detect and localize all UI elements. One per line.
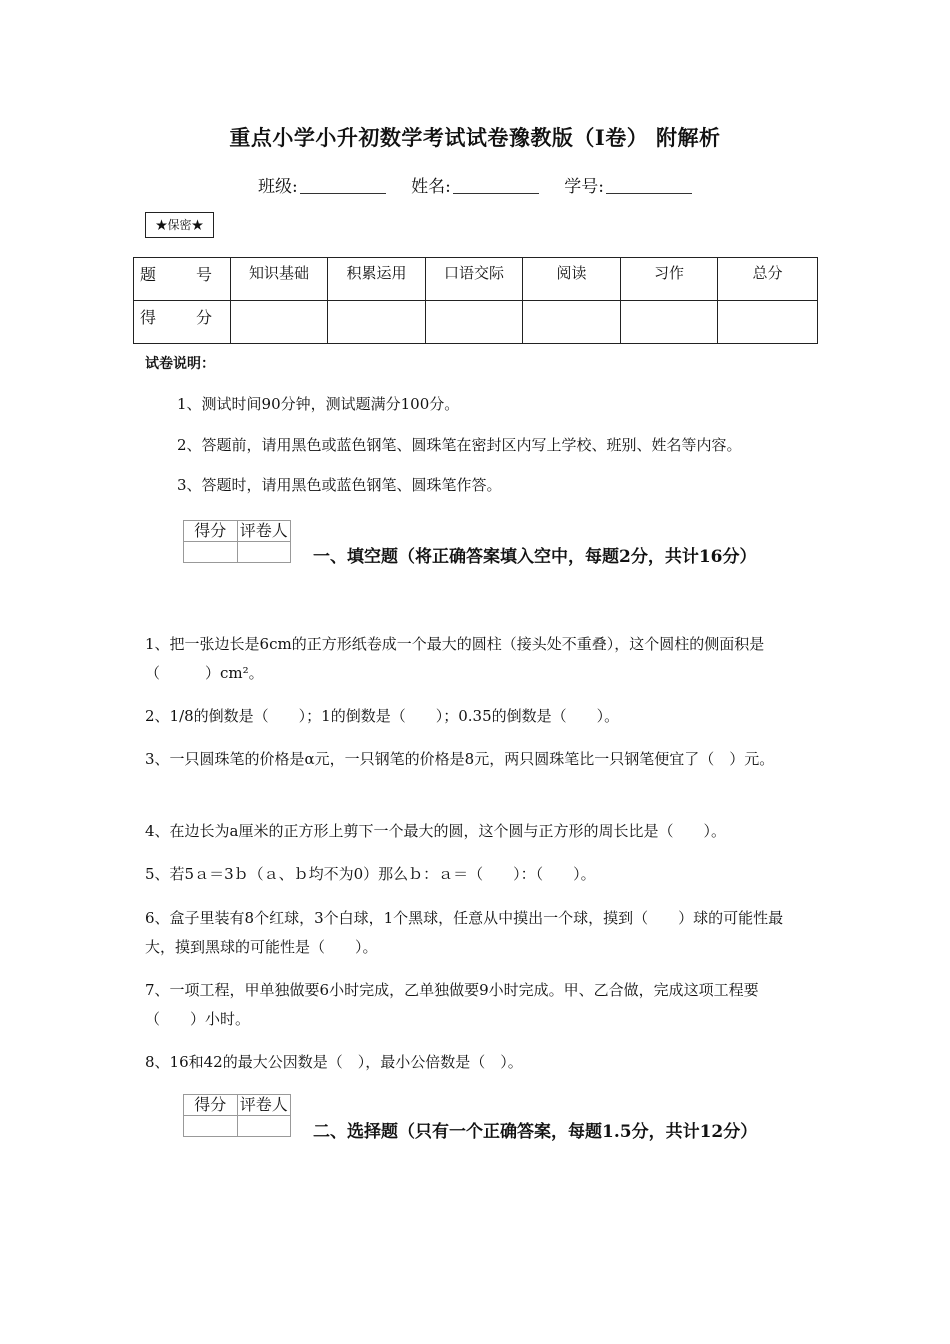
score-cell[interactable] — [328, 301, 426, 344]
question-item: 8、16和42的最大公因数是（ ），最小公倍数是（ ）。 — [145, 1053, 523, 1071]
student-id-blank[interactable] — [606, 177, 692, 194]
student-info-line — [0, 172, 950, 197]
grader-reviewer-label: 评卷人 — [237, 521, 291, 542]
grader-reviewer-label: 评卷人 — [237, 1095, 291, 1116]
question-item: 5、若5ａ＝3ｂ（ａ、ｂ均不为0）那么ｂ：ａ＝（ ）：（ ）。 — [145, 865, 596, 883]
student-id-label: 学号: — [564, 177, 604, 197]
instruction-item: 2、答题前，请用黑色或蓝色钢笔、圆珠笔在密封区内写上学校、班别、姓名等内容。 — [177, 436, 742, 454]
section-heading: 二、选择题（只有一个正确答案，每题1.5分，共计12分） — [313, 1122, 758, 1142]
question-item: 1、把一张边长是6cm的正方形纸卷成一个最大的圆柱（接头处不重叠），这个圆柱的侧面积是（ ）cm²。 — [145, 635, 765, 682]
grader-score-label: 得分 — [184, 1095, 238, 1116]
instruction-item: 3、答题时，请用黑色或蓝色钢笔、圆珠笔作答。 — [177, 476, 502, 494]
score-cell[interactable] — [231, 301, 328, 344]
score-table-score-row — [134, 301, 818, 344]
name-label: 姓名: — [411, 177, 451, 197]
score-table-header-cell: 口语交际 — [426, 258, 523, 301]
question-item: 7、一项工程，甲单独做要6小时完成，乙单独做要9小时完成。甲、乙合做，完成这项工程要（ ）小时。 — [145, 981, 759, 1028]
score-cell[interactable] — [523, 301, 621, 344]
score-table-header-cell: 题 号 — [134, 258, 231, 301]
section-heading: 一、填空题（将正确答案填入空中，每题2分，共计16分） — [313, 547, 757, 567]
class-label: 班级: — [257, 177, 298, 197]
score-table-header-cell: 总分 — [718, 258, 818, 301]
score-cell[interactable] — [426, 301, 523, 344]
question-item: 4、在边长为a厘米的正方形上剪下一个最大的圆，这个圆与正方形的周长比是（ ）。 — [145, 822, 726, 840]
name-field[interactable] — [411, 172, 539, 197]
page-title: 重点小学小升初数学考试试卷豫教版（I卷） 附解析 — [229, 125, 721, 150]
score-table-header-cell: 积累运用 — [328, 258, 426, 301]
question-item: 3、一只圆珠笔的价格是α元，一只钢笔的价格是8元，两只圆珠笔比一只钢笔便宜了（ ）元。 — [145, 750, 775, 768]
score-table-header-cell: 习作 — [621, 258, 718, 301]
student-id-field[interactable] — [564, 172, 692, 197]
score-table — [133, 257, 818, 344]
instruction-item: 1、测试时间90分钟，测试题满分100分。 — [177, 395, 460, 413]
confidential-badge: ★保密★ — [145, 212, 214, 238]
class-blank[interactable] — [300, 177, 386, 194]
score-table-header-cell: 知识基础 — [231, 258, 328, 301]
question-item: 2、1/8的倒数是（ ）；1的倒数是（ ）；0.35的倒数是（ ）。 — [145, 707, 620, 725]
score-cell[interactable] — [718, 301, 818, 344]
question-item: 6、盒子里装有8个红球，3个白球，1个黑球，任意从中摸出一个球，摸到（ ）球的可能性最大，摸到黑球的可能性是（ ）。 — [145, 909, 784, 956]
name-blank[interactable] — [453, 177, 539, 194]
grader-score-label: 得分 — [184, 521, 238, 542]
class-field[interactable] — [258, 172, 386, 197]
score-table-header-cell: 阅读 — [523, 258, 621, 301]
score-cell[interactable] — [621, 301, 718, 344]
score-table-header-row — [134, 258, 818, 301]
instructions-title: 试卷说明： — [145, 356, 215, 372]
score-row-label: 得 分 — [134, 301, 231, 344]
